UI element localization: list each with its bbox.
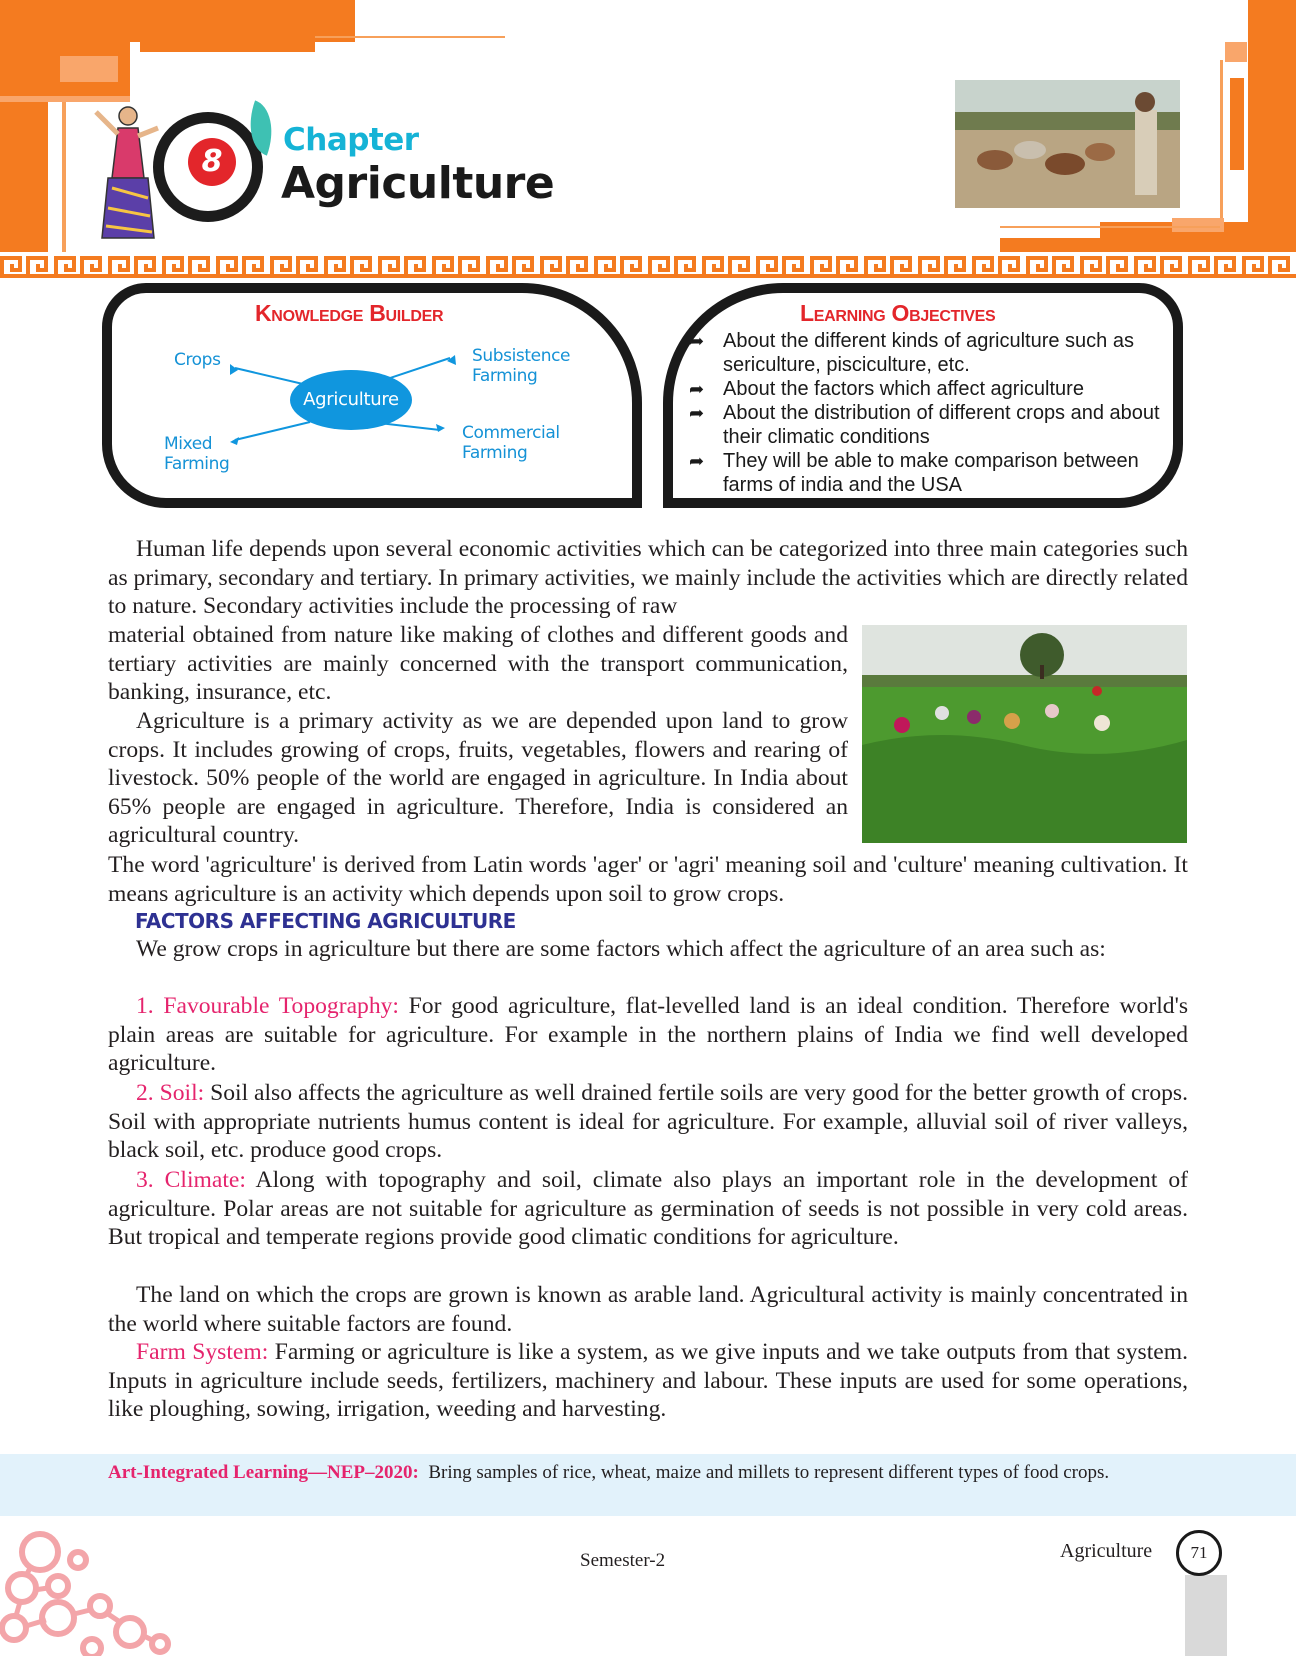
paragraph-intro-wrap: material obtained from nature like making of clothes and different goods and tertiary activities are mainly concerned with the transport communication, banking, insurance, etc.: [108, 622, 848, 706]
chapter-label: Chapter: [283, 122, 419, 158]
paragraph-factors-intro: We grow crops in agriculture but there are some factors which affect the agriculture of an area such as:: [136, 936, 1106, 962]
concept-node-subsistence-farming: Subsistence Farming: [472, 346, 571, 386]
factor-topography: 1. Favourable Topography: For good agriculture, flat-levelled land is an ideal condition. Therefore world's plain areas are suitable for agriculture. For example in the northern plains of India we find well developed agriculture.: [108, 993, 1188, 1077]
objective-item: ➦ About the factors which affect agriculture: [689, 378, 1084, 400]
factor-soil: 2. Soil: Soil also affects the agriculture as well drained fertile soils are very good for the better growth of crops. Soil with appropriate nutrients humus content is ideal for agriculture. For example, alluvial soil of river valleys, black soil, etc. produce good crops.: [108, 1080, 1188, 1164]
molecule-decoration: [0, 1520, 175, 1656]
cattle-photo: [955, 80, 1180, 208]
learning-objectives-list: [685, 329, 1170, 497]
concept-node-commercial-farming: Commercial Farming: [462, 423, 560, 463]
learning-objectives-heading: Learning Objectives: [800, 300, 996, 326]
greek-key-border: [0, 252, 1296, 278]
footer-chapter-name: Agriculture: [1060, 1540, 1153, 1562]
field-workers-photo: [862, 625, 1187, 843]
chapter-number: 8: [188, 138, 236, 186]
art-integrated-note: Art-Integrated Learning—NEP–2020: Bring samples of rice, wheat, maize and millets to represent different types of food crops.: [108, 1462, 1110, 1483]
objective-item: ➦ About the distribution of different crops and about their climatic conditions: [689, 402, 1160, 448]
chapter-title: Agriculture: [281, 158, 555, 209]
concept-node-crops: Crops: [174, 350, 221, 370]
paragraph-arable-land: The land on which the crops are grown is known as arable land. Agricultural activity is mainly concentrated in the world where suitable factors are found.: [108, 1282, 1188, 1337]
factor-climate: 3. Climate: Along with topography and soil, climate also plays an important role in the development of agriculture. Polar areas are not suitable for agriculture as germination of seeds is not possible in very cold areas. But tropical and temperate regions provide good climatic conditions for agriculture.: [108, 1167, 1188, 1251]
arrow-bullet-icon: ➦: [689, 379, 705, 399]
page-tab-decoration: [1185, 1575, 1227, 1656]
section-heading-factors: FACTORS AFFECTING AGRICULTURE: [135, 909, 516, 933]
concept-node-mixed-farming: Mixed Farming: [164, 434, 230, 474]
footer-semester: Semester-2: [580, 1550, 666, 1571]
objective-item: ➦ About the different kinds of agriculture such as sericulture, pisciculture, etc.: [689, 330, 1134, 376]
page-number: 71: [1176, 1530, 1222, 1576]
arrow-bullet-icon: ➦: [689, 451, 705, 471]
arrow-bullet-icon: ➦: [689, 403, 705, 423]
paragraph-farm-system: Farm System: Farming or agriculture is like a system, as we give inputs and we take outputs from that system. Inputs in agriculture include seeds, fertilizers, machinery and labour. These inputs are used for some operations, like ploughing, sowing, irrigation, weeding and harvesting.: [108, 1339, 1188, 1423]
arrow-bullet-icon: ➦: [689, 331, 705, 351]
paragraph-etymology: The word 'agriculture' is derived from Latin words 'ager' or 'agri' meaning soil and 'culture' meaning cultivation. It means agriculture is an activity which depends upon soil to grow crops.: [108, 852, 1188, 907]
objective-item: ➦ They will be able to make comparison between farms of india and the USA: [689, 450, 1139, 496]
knowledge-builder-heading: Knowledge Builder: [255, 300, 444, 326]
paragraph-intro: Human life depends upon several economic activities which can be categorized into three main categories such as primary, secondary and tertiary. In primary activities, we mainly include the activities which are directly related to nature. Secondary activities include the processing of raw: [108, 536, 1188, 620]
paragraph-agriculture: Agriculture is a primary activity as we are depended upon land to grow crops. It includes growing of crops, fruits, vegetables, flowers and rearing of livestock. 50% people of the world are engaged in agriculture. In India about 65% people are engaged in agriculture. Therefore, India is considered an agricultural country.: [108, 708, 848, 849]
concept-center-node: Agriculture: [290, 370, 412, 430]
